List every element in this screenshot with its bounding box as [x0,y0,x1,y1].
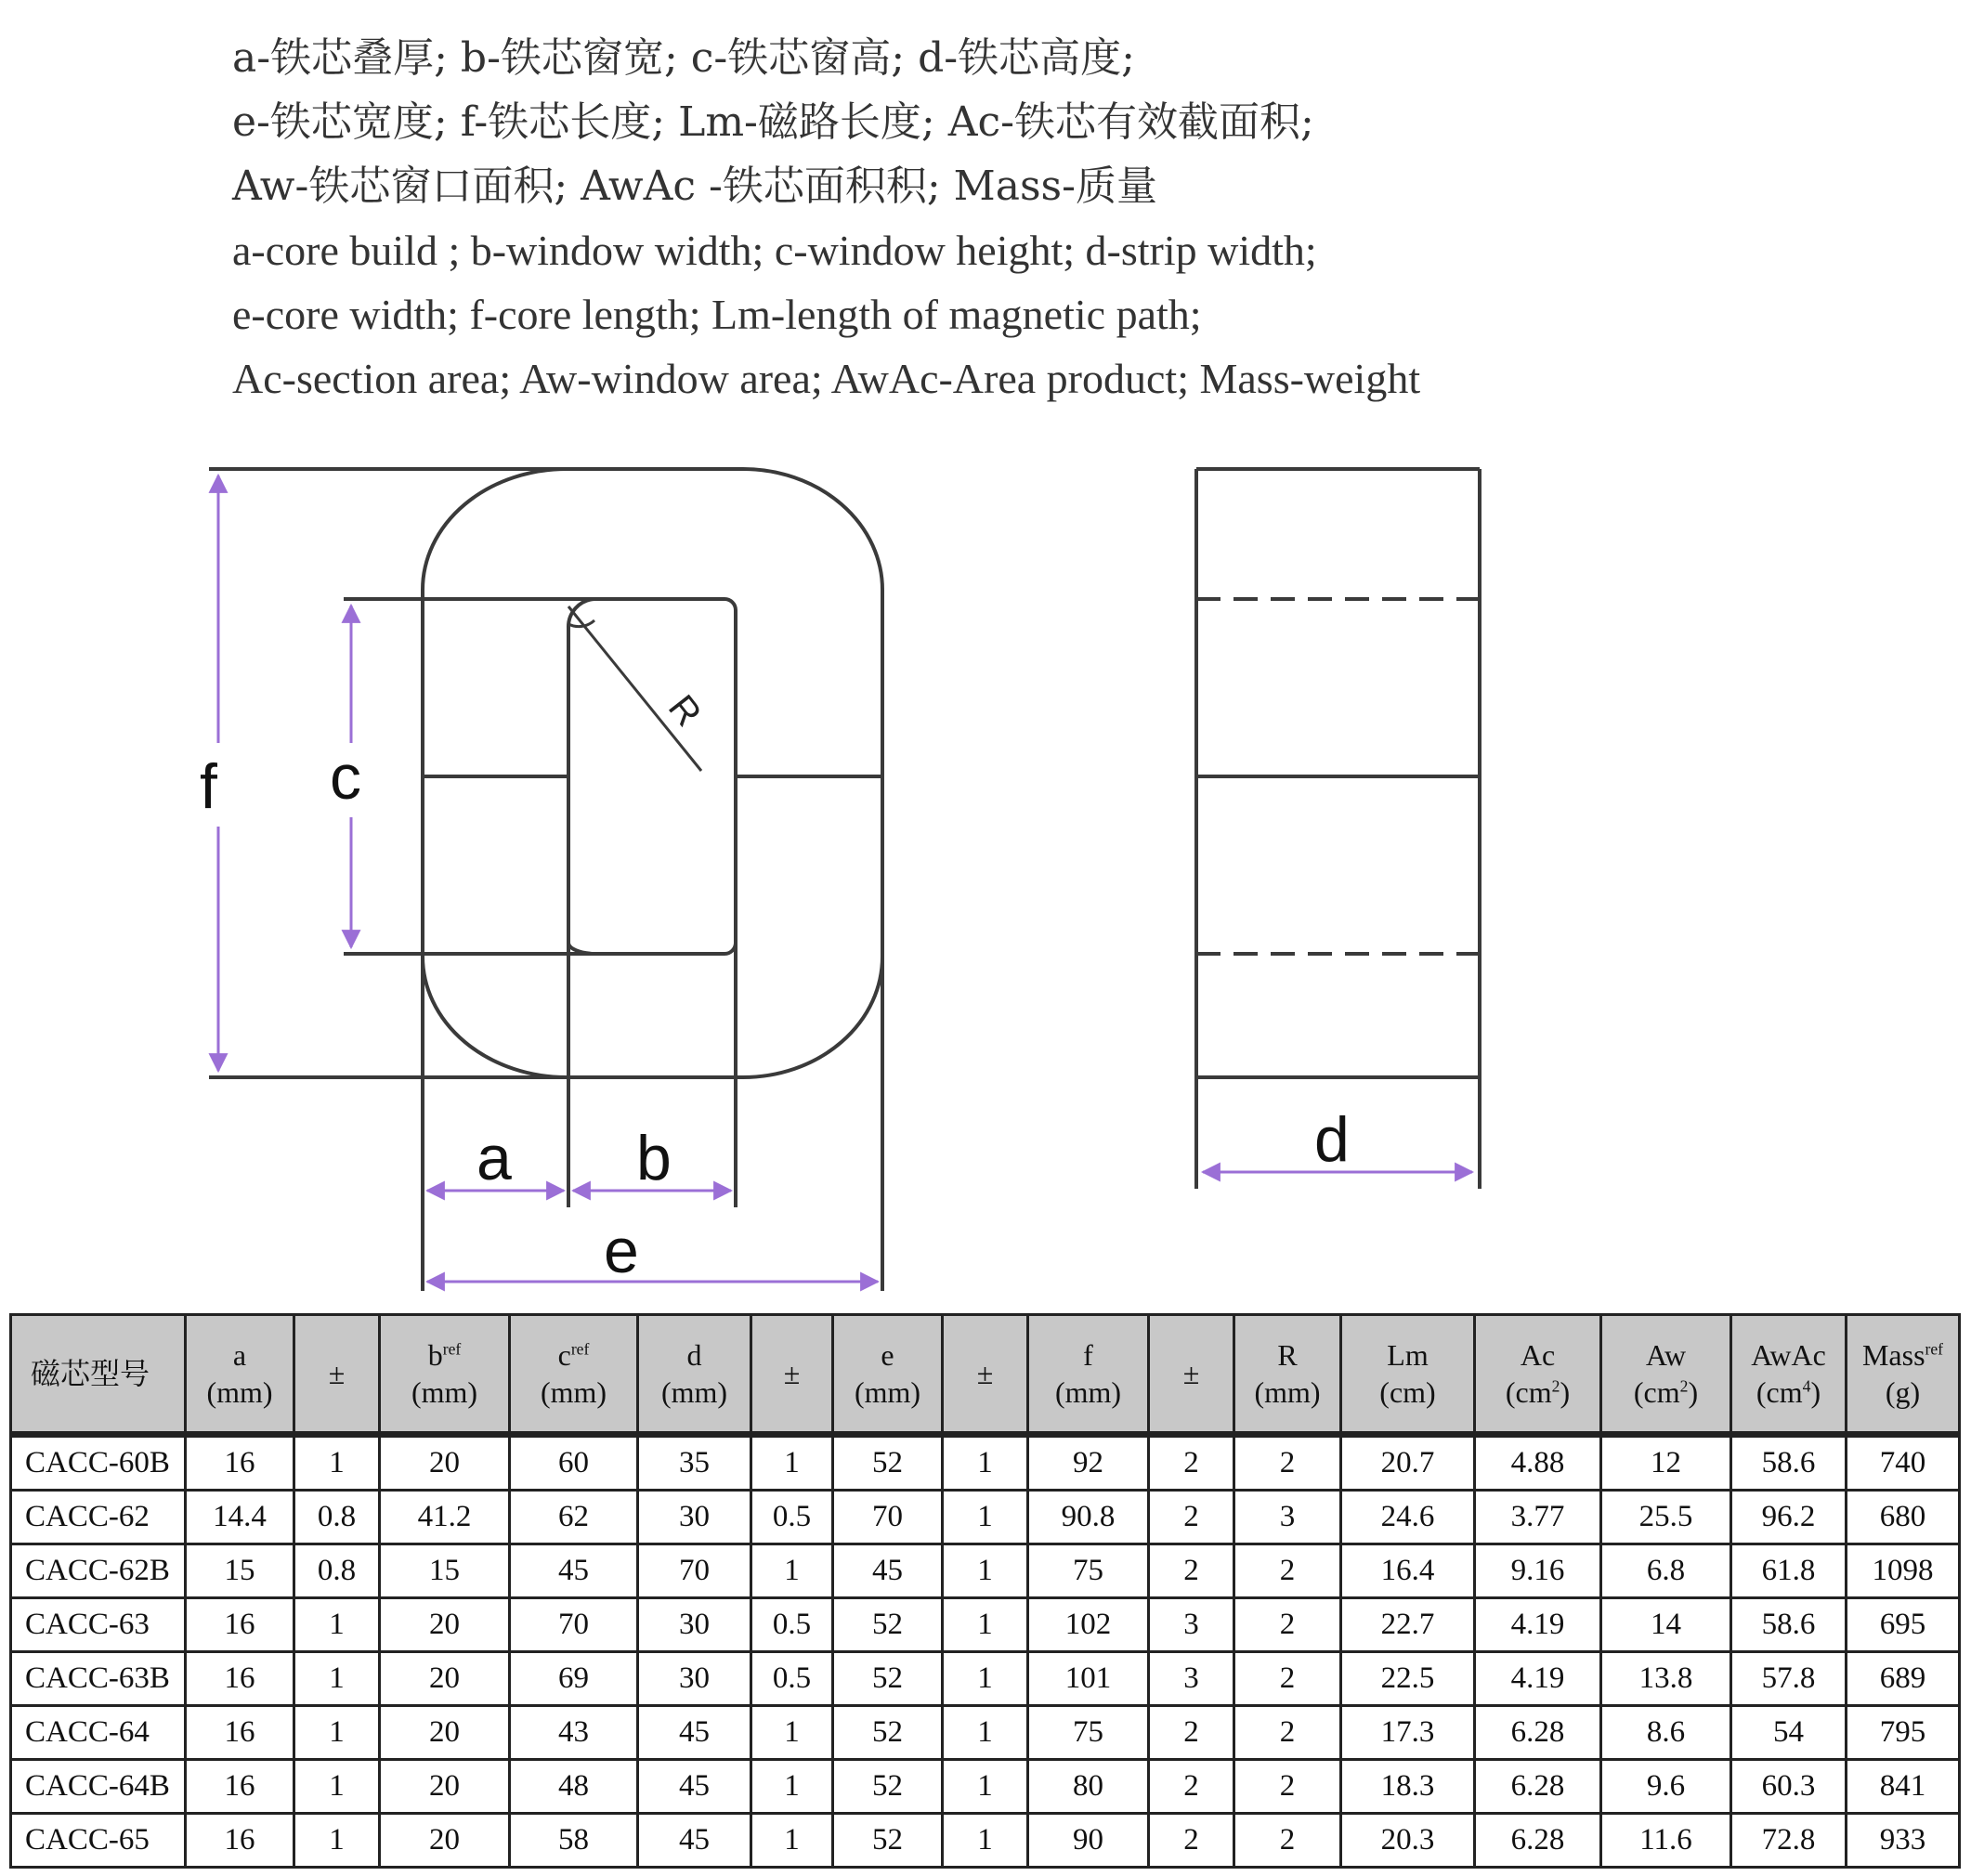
value-cell: 1 [294,1652,380,1706]
table-row [11,1491,1960,1544]
value-cell: 45 [510,1544,638,1598]
label-a: a [476,1123,512,1193]
value-cell: 1 [751,1760,833,1814]
value-cell: 80 [1028,1760,1149,1814]
model-cell: CACC-64B [11,1760,186,1814]
value-cell: 70 [510,1598,638,1652]
value-cell: 3 [1234,1491,1341,1544]
header-f: f (mm) [1028,1315,1149,1435]
legend-line-cn-2: e-铁芯宽度; f-铁芯长度; Lm-磁路长度; Ac-铁芯有效截面积; [232,98,1314,146]
legend-line-en-1: a-core build ; b-window width; c-window height; d-strip width; [232,227,1317,274]
label-c: c [330,742,361,813]
value-cell: 0.5 [751,1491,833,1544]
header-Ac: Ac $(cm^2)$ [1475,1315,1601,1435]
value-cell: 933 [1847,1814,1960,1868]
value-cell: 20 [380,1706,510,1760]
value-cell: 795 [1847,1706,1960,1760]
header-AwAc: AwAc $(cm^4)$ [1731,1315,1847,1435]
value-cell: 52 [833,1652,943,1706]
header-Aw: Aw $(cm^2)$ [1601,1315,1731,1435]
value-cell: 45 [638,1814,751,1868]
header-a: a (mm) [186,1315,294,1435]
value-cell: 61.8 [1731,1544,1847,1598]
value-cell: 2 [1234,1544,1341,1598]
value-cell: 1 [751,1544,833,1598]
value-cell: 30 [638,1652,751,1706]
value-cell: 58.6 [1731,1598,1847,1652]
value-cell: 52 [833,1435,943,1491]
table-row [11,1652,1960,1706]
value-cell: 45 [833,1544,943,1598]
value-cell: 3.77 [1475,1491,1601,1544]
value-cell: 4.88 [1475,1435,1601,1491]
value-cell: 6.8 [1601,1544,1731,1598]
value-cell: 1 [294,1435,380,1491]
value-cell: 20 [380,1760,510,1814]
value-cell: 2 [1149,1814,1234,1868]
table-row [11,1544,1960,1598]
header-tol-4: ± [1149,1315,1234,1435]
model-cell: CACC-63 [11,1598,186,1652]
value-cell: 695 [1847,1598,1960,1652]
table-row [11,1814,1960,1868]
header-b: $b^{ref}$ (mm) [380,1315,510,1435]
value-cell: 16.4 [1341,1544,1475,1598]
value-cell: 52 [833,1760,943,1814]
value-cell: 6.28 [1475,1760,1601,1814]
value-cell: 20.3 [1341,1814,1475,1868]
header-model: 磁芯型号 [11,1315,186,1435]
value-cell: 35 [638,1435,751,1491]
value-cell: 689 [1847,1652,1960,1706]
value-cell: 54 [1731,1706,1847,1760]
value-cell: 1 [751,1435,833,1491]
value-cell: 1 [943,1435,1028,1491]
value-cell: 75 [1028,1706,1149,1760]
value-cell: 20 [380,1598,510,1652]
value-cell: 11.6 [1601,1814,1731,1868]
value-cell: 16 [186,1814,294,1868]
value-cell: 1 [943,1652,1028,1706]
value-cell: 48 [510,1760,638,1814]
value-cell: 45 [638,1706,751,1760]
value-cell: 2 [1234,1435,1341,1491]
value-cell: 57.8 [1731,1652,1847,1706]
value-cell: 90 [1028,1814,1149,1868]
table-row [11,1598,1960,1652]
value-cell: 4.19 [1475,1598,1601,1652]
spec-table-wrapper [9,1313,1958,1869]
value-cell: 740 [1847,1435,1960,1491]
value-cell: 70 [833,1491,943,1544]
header-tol-3: ± [943,1315,1028,1435]
table-row [11,1706,1960,1760]
value-cell: 41.2 [380,1491,510,1544]
value-cell: 24.6 [1341,1491,1475,1544]
value-cell: 0.8 [294,1544,380,1598]
value-cell: 15 [380,1544,510,1598]
model-cell: CACC-65 [11,1814,186,1868]
spec-table [9,1313,1961,1869]
value-cell: 2 [1149,1760,1234,1814]
value-cell: 13.8 [1601,1652,1731,1706]
core-window-outline [568,599,736,954]
value-cell: 20 [380,1652,510,1706]
value-cell: 16 [186,1706,294,1760]
core-outer-outline [423,469,882,1077]
value-cell: 1 [294,1760,380,1814]
value-cell: 52 [833,1598,943,1652]
model-cell: CACC-60B [11,1435,186,1491]
value-cell: 680 [1847,1491,1960,1544]
value-cell: 1 [294,1598,380,1652]
value-cell: 12 [1601,1435,1731,1491]
front-view [209,469,882,1291]
value-cell: 6.28 [1475,1814,1601,1868]
value-cell: 2 [1234,1706,1341,1760]
value-cell: 52 [833,1814,943,1868]
value-cell: 1 [943,1706,1028,1760]
label-f: f [200,751,217,822]
value-cell: 30 [638,1491,751,1544]
value-cell: 0.5 [751,1598,833,1652]
value-cell: 1 [943,1760,1028,1814]
model-cell: CACC-62 [11,1491,186,1544]
value-cell: 60 [510,1435,638,1491]
value-cell: 101 [1028,1652,1149,1706]
value-cell: 17.3 [1341,1706,1475,1760]
value-cell: 58.6 [1731,1435,1847,1491]
value-cell: 2 [1234,1760,1341,1814]
value-cell: 92 [1028,1435,1149,1491]
value-cell: 25.5 [1601,1491,1731,1544]
value-cell: 3 [1149,1652,1234,1706]
legend-line-cn-3: Aw-铁芯窗口面积; AwAc -铁芯面积积; Mass-质量 [232,163,1157,210]
value-cell: 1 [751,1706,833,1760]
dimension-arrows [218,476,1472,1282]
value-cell: 1098 [1847,1544,1960,1598]
value-cell: 52 [833,1706,943,1760]
table-row [11,1435,1960,1491]
value-cell: 18.3 [1341,1760,1475,1814]
table-header-row [11,1315,1960,1435]
value-cell: 69 [510,1652,638,1706]
side-view [1196,469,1480,1189]
value-cell: 72.8 [1731,1814,1847,1868]
value-cell: 1 [943,1544,1028,1598]
header-Mass: Mass$^{ref}$ (g) [1847,1315,1960,1435]
value-cell: 2 [1149,1706,1234,1760]
value-cell: 16 [186,1760,294,1814]
value-cell: 841 [1847,1760,1960,1814]
label-e: e [604,1216,639,1286]
value-cell: 22.5 [1341,1652,1475,1706]
table-row [11,1760,1960,1814]
value-cell: 30 [638,1598,751,1652]
value-cell: 96.2 [1731,1491,1847,1544]
value-cell: 2 [1234,1652,1341,1706]
value-cell: 20 [380,1435,510,1491]
header-d: d (mm) [638,1315,751,1435]
header-R: R (mm) [1234,1315,1341,1435]
value-cell: 1 [943,1814,1028,1868]
legend-line-cn-1: a-铁芯叠厚; b-铁芯窗宽; c-铁芯窗高; d-铁芯高度; [232,34,1135,82]
core-dimension-drawing [0,436,1984,1300]
value-cell: 16 [186,1652,294,1706]
value-cell: 3 [1149,1598,1234,1652]
value-cell: 2 [1149,1544,1234,1598]
value-cell: 60.3 [1731,1760,1847,1814]
value-cell: 2 [1234,1814,1341,1868]
header-e: e (mm) [833,1315,943,1435]
value-cell: 70 [638,1544,751,1598]
value-cell: 62 [510,1491,638,1544]
value-cell: 1 [943,1491,1028,1544]
legend-line-en-2: e-core width; f-core length; Lm-length of magnetic path; [232,291,1202,338]
value-cell: 1 [294,1814,380,1868]
label-R: R [659,687,710,735]
value-cell: 22.7 [1341,1598,1475,1652]
value-cell: 14.4 [186,1491,294,1544]
value-cell: 43 [510,1706,638,1760]
value-cell: 6.28 [1475,1706,1601,1760]
value-cell: 58 [510,1814,638,1868]
legend [232,26,1420,410]
value-cell: 8.6 [1601,1706,1731,1760]
legend-line-en-3: Ac-section area; Aw-window area; AwAc-Area product; Mass-weight [232,355,1421,402]
header-c: $c^{ref}$ (mm) [510,1315,638,1435]
value-cell: 1 [294,1706,380,1760]
value-cell: 102 [1028,1598,1149,1652]
value-cell: 1 [751,1814,833,1868]
value-cell: 9.6 [1601,1760,1731,1814]
value-cell: 20.7 [1341,1435,1475,1491]
value-cell: 9.16 [1475,1544,1601,1598]
value-cell: 0.5 [751,1652,833,1706]
model-cell: CACC-62B [11,1544,186,1598]
value-cell: 4.19 [1475,1652,1601,1706]
label-d: d [1314,1104,1350,1175]
value-cell: 2 [1149,1491,1234,1544]
value-cell: 90.8 [1028,1491,1149,1544]
value-cell: 45 [638,1760,751,1814]
value-cell: 15 [186,1544,294,1598]
value-cell: 1 [943,1598,1028,1652]
value-cell: 16 [186,1435,294,1491]
value-cell: 20 [380,1814,510,1868]
header-tol-1: ± [294,1315,380,1435]
value-cell: 16 [186,1598,294,1652]
value-cell: 75 [1028,1544,1149,1598]
model-cell: CACC-64 [11,1706,186,1760]
label-b: b [636,1123,672,1193]
header-tol-2: ± [751,1315,833,1435]
model-cell: CACC-63B [11,1652,186,1706]
header-Lm: Lm (cm) [1341,1315,1475,1435]
value-cell: 0.8 [294,1491,380,1544]
value-cell: 14 [1601,1598,1731,1652]
value-cell: 2 [1149,1435,1234,1491]
value-cell: 2 [1234,1598,1341,1652]
